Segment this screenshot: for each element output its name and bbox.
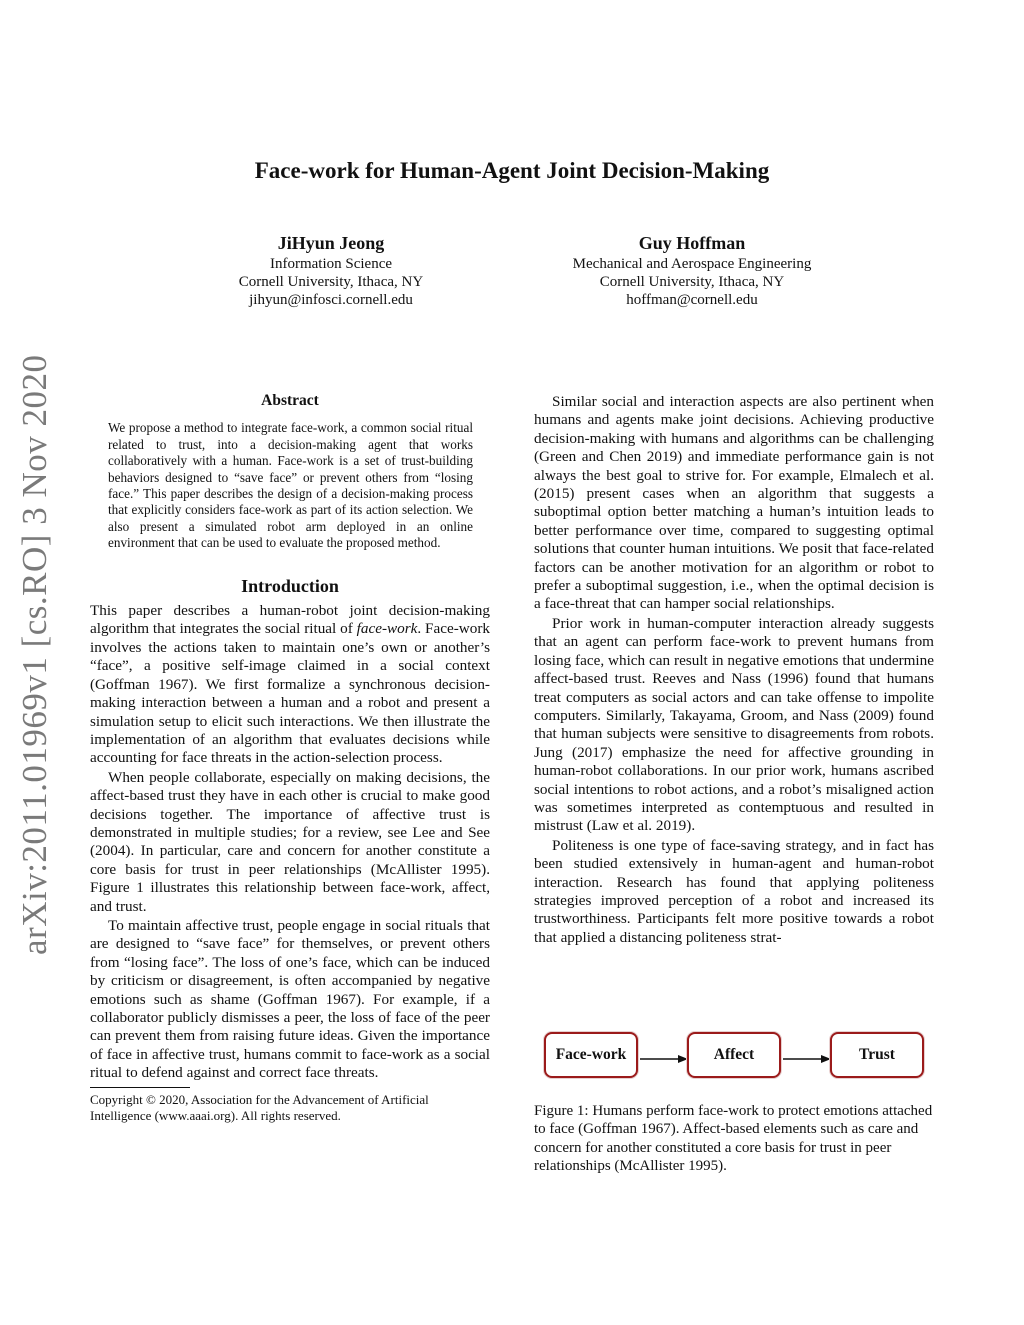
right-paragraph-2: Prior work in human-computer interaction already suggests that an agent can perform face-work to prevent humans from losing face, which can result in negative emotions that undermine affect-based trust. Reeves and Nass (1996) found that humans treat computers as social actors and can take offense to impolite computers. Similarly, Takayama, Groom, and Nass (2009) found that human subjects were sensitive to disagreements from robots. Jung (2017) emphasize the need for affective grounding in human-robot collaborations. In our prior work, humans ascribed social intentions to robot actions, and a robot’s misaligned action was sometimes interpreted as contemptuous and resulted in mistrust (Law et al. 2019).: [534, 614, 934, 835]
figure-1-diagram: [534, 1020, 934, 1090]
copyright-footnote: Copyright © 2020, Association for the Advancement of Artificial Intelligence (www.aaai.org). All rights reserved.: [90, 1091, 429, 1123]
author-department: Mechanical and Aerospace Engineering: [572, 256, 812, 272]
intro-paragraph-3: To maintain affective trust, people engage in social rituals that are designed to “save face” for themselves, or prevent others from “losing face”. The loss of one’s face, which can be induced by criticism or disagreement, is often accompanied by negative emotions such as shame (Goffman 1967). For example, if a collaborator publicly dismisses a peer, the loss of face of the peer can prevent them from raising future ideas. Given the importance of face in affective trust, humans commit to face-work as a social ritual to defend against and correct face threats.: [90, 916, 490, 1082]
node-affect: Affect: [687, 1032, 781, 1078]
left-column: [90, 392, 490, 1124]
figure-1-caption: Figure 1: Humans perform face-work to protect emotions attached to face (Goffman 1967). Affect-based elements such as care and concern for another constituted a core basis for trust in peer relationships (McAllister 1995).: [534, 1103, 933, 1175]
arxiv-stamp: arXiv:2011.01969v1 [cs.RO] 3 Nov 2020: [15, 354, 54, 955]
author-name: JiHyun Jeong: [277, 233, 385, 253]
author-email: jihyun@infosci.cornell.edu: [249, 292, 413, 308]
abstract-text: We propose a method to integrate face-work, a common social ritual related to trust, into a decision-making agent that works collaboratively with a human. Face-work is a set of trust-building behaviors designed to “save face” or prevent others from “losing face.” This paper describes the design of a decision-making process that explicitly considers face-work as part of its action selection. We also present a simulated robot arm deployed in an online environment that can be used to evaluate the proposed method.: [108, 420, 473, 551]
intro-paragraph-2: When people collaborate, especially on making decisions, the affect-based trust they have in each other is crucial to make good decisions together. The importance of affective trust is demonstrated in multiple studies; for a review, see Lee and See (2004). In particular, care and concern for another constitute a core basis for trust in peer relationships (McAllister 1995). Figure 1 illustrates this relationship between face-work, affect, and trust.: [90, 768, 490, 915]
author-email: hoffman@cornell.edu: [626, 292, 758, 308]
arrow-icon: [640, 1054, 688, 1064]
right-column: [534, 393, 934, 947]
author-institution: Cornell University, Ithaca, NY: [599, 274, 785, 290]
footnote-divider: [90, 1087, 190, 1088]
right-paragraph-1: Similar social and interaction aspects are also pertinent when humans and agents make joint decisions. Achieving productive decision-making with humans and algorithms can be challenging (Green and Chen 2019) and immediate performance gain is not always the best goal to strive for. For example, Elmalech et al. (2015) present cases when an algorithm that suggests a suboptimal option better matching a human’s intuition leads to better performance over time, compared to suggesting optimal solutions that counter human intuitions. We posit that face-related factors can be another motivation for an algorithm or robot to prefer a suboptimal suggestion, i.e., when the optimal decision is a face-threat that can hamper social relationships.: [534, 393, 934, 613]
node-face-work: Face-work: [544, 1032, 638, 1078]
arrow-icon: [783, 1054, 831, 1064]
emphasis-face-work: face-work: [356, 620, 418, 638]
node-trust: Trust: [830, 1032, 924, 1078]
paper-title: Face-work for Human-Agent Joint Decision-Making: [254, 158, 770, 183]
abstract-heading: Abstract: [261, 392, 319, 409]
author-name: Guy Hoffman: [638, 233, 746, 253]
right-paragraph-3: Politeness is one type of face-saving strategy, and in fact has been studied extensively in human-agent and human-robot interaction. Research has found that applying politeness strategies improved perception of a robot and increased its trustworthiness. Participants felt more positive towards a robot that applied a distancing politeness strat-: [534, 836, 934, 946]
author-block-1: [141, 232, 521, 309]
introduction-heading: Introduction: [241, 575, 339, 596]
author-institution: Cornell University, Ithaca, NY: [238, 274, 424, 290]
intro-paragraph-1: This paper describes a human-robot joint decision-making algorithm that integrates the social ritual of face-work. Face-work involves the actions taken to maintain one’s own or another’s “face”, a positive self-image claimed in a social context (Goffman 1967). We first formalize a synchronous decision-making interaction between a human and a robot and present a simulation setup to elicit such interactions. We then illustrate the implementation of an algorithm that evaluates decisions while accounting for face threats in the action-selection process.: [90, 602, 490, 767]
author-department: Information Science: [269, 256, 393, 272]
author-block-2: [502, 232, 882, 309]
